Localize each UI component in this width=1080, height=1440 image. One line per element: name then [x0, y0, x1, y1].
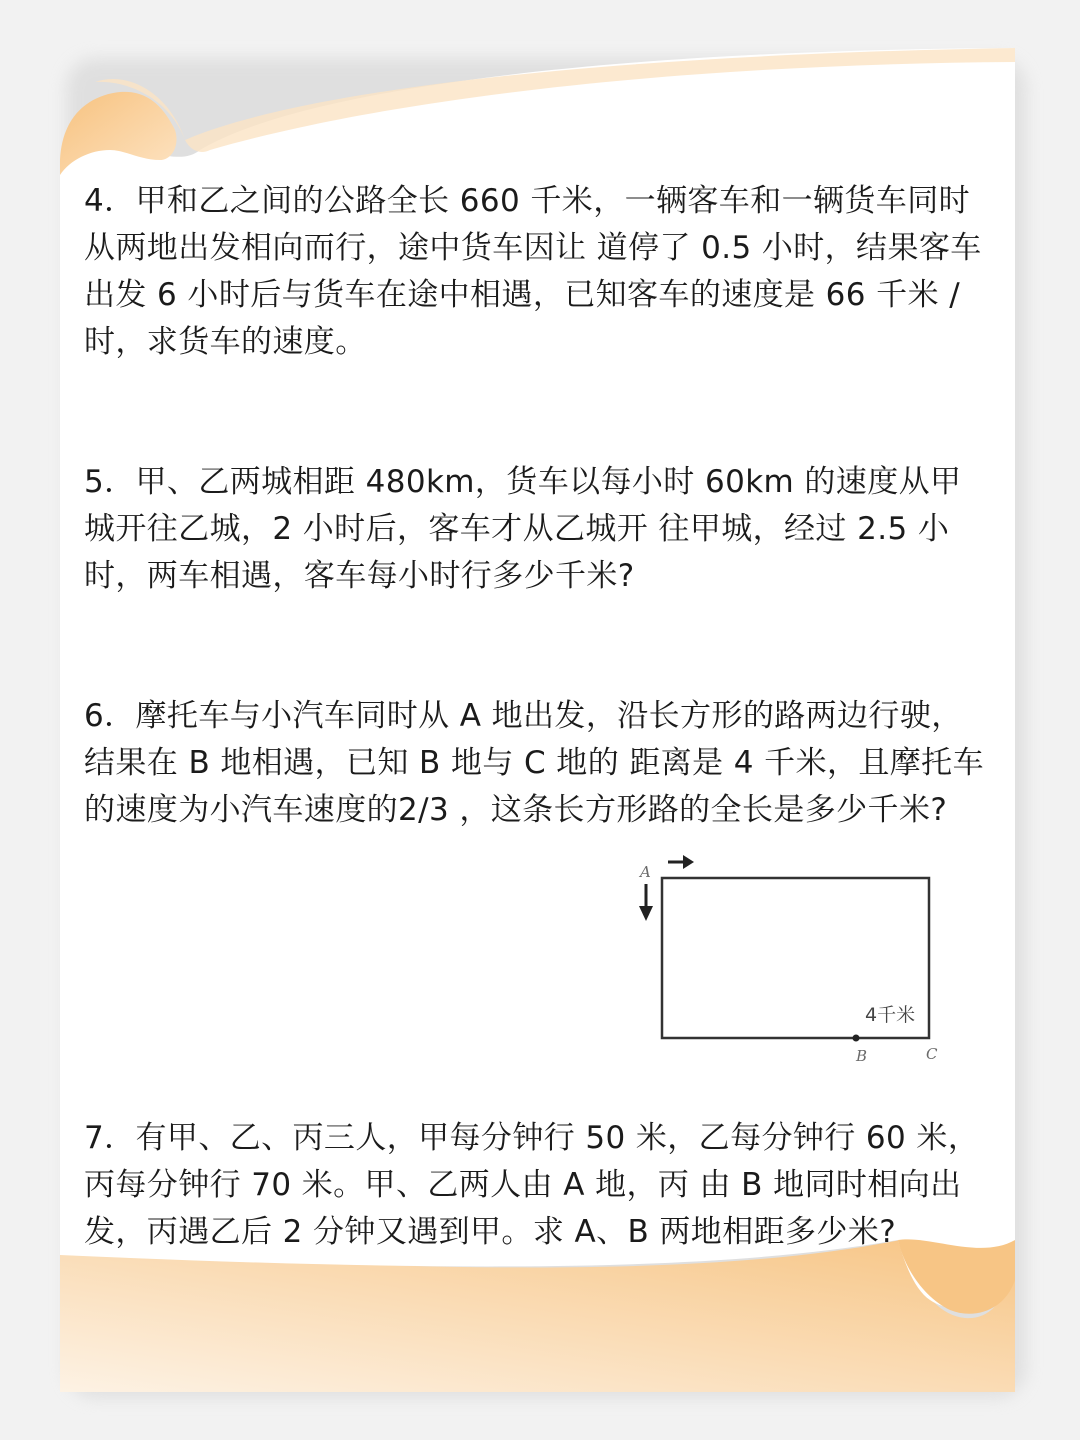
arrowhead-right-icon: [683, 855, 694, 869]
question-5: 5．甲、乙两城相距 480km，货车以每小时 60km 的速度从甲城开往乙城，2 小时后，客车才从乙城开 往甲城，经过 2.5 小时，两车相遇，客车每小时行多少千米?: [84, 464, 962, 594]
question-6: 6．摩托车与小汽车同时从 A 地出发，沿长方形的路两边行驶，结果在 B 地相遇，已知 B 地与 C 地的 距离是 4 千米，且摩托车的速度为小汽车速度的2/3 ，这条长方形路的全长是多少千米?: [84, 698, 984, 828]
point-b-dot: [853, 1035, 860, 1042]
question-7: 7．有甲、乙、丙三人，甲每分钟行 50 米，乙每分钟行 60 米，丙每分钟行 70 米。甲、乙两人由 A 地，丙 由 B 地同时相向出发，丙遇乙后 2 分钟又遇到甲。求 A、B 两地相距多少米?: [84, 1120, 980, 1250]
rectangle-road-diagram: [628, 846, 958, 1078]
label-c: C: [926, 1045, 938, 1063]
label-a: A: [640, 863, 651, 881]
question-4: 4．甲和乙之间的公路全长 660 千米，一辆客车和一辆货车同时从两地出发相向而行，途中货车因让 道停了 0.5 小时，结果客车出发 6 小时后与货车在途中相遇，已知客车的速度是 66 千米 / 时，求货车的速度。: [84, 183, 982, 360]
label-b: B: [856, 1047, 868, 1065]
distance-label: 4千米: [865, 1004, 916, 1026]
arrowhead-down-icon: [639, 906, 653, 921]
